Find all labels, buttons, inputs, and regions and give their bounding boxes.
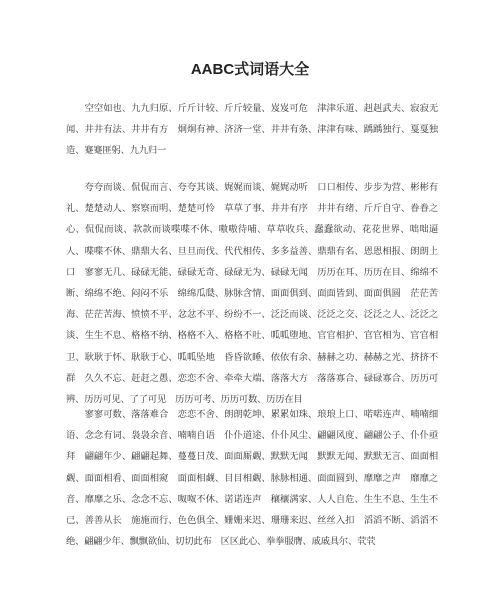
paragraph-3: 寥寥可数、落落难合 恋恋不舍、朗朗乾坤、累累如珠、琅琅上口、喏喏连声、喃喃细语、念念有词、袅袅余音、喃喃自语 仆仆道途、仆仆风尘、翩翩风度、翩翩公子、仆仆亟拜 翩翩年少、翩翩起舞、蔓蔓日茂、面面厮觑、默默无闻 默默无闻、默默无言、面面相觑、面面相看、面面相窥 面面相觑、目目相觑、脉脉相通、面面圆到、靡靡之声 靡靡之音、靡靡之乐、念念不忘、呶呶不休、诺诺连声 穰穰满家、人人自危、生生不息、生生不已、善善从长 施施而行、色色俱全、姗姗来迟、珊珊来迟、丝丝入扣 滔滔不断、滔滔不绝、翩翩少年、飘飘欲仙、切切此布 区区此心、拳拳服膺、戚戚具尔、茕茕 (66, 409, 438, 548)
paragraph-2: 夸夸而谈、侃侃而言、夸夸其谈、娓娓而谈、娓娓动听 口口相传、步步为营、彬彬有礼、楚楚动人、察察而明、楚楚可怜 草草了事、井井有序 井井有绪、斤斤自守、眷眷之心、侃侃而谈、款款而谈喋喋不休、嗷嗷待哺、草草收兵、蠢蠢欲动、花花世界、咄咄逼人、喋喋不休、鼎鼎大名、旦旦而伐、代代相传、多多益善、鼎鼎有名、恩恩相报、朗朗上口 寥寥无几、碌碌无能、碌碌无奇、碌碌无为、碌碌无闻 历历在耳、历历在目、绵绵不断、绵绵不绝、闷闷不乐 绵绵瓜瓞、脉脉含情、面面俱到、面面皆到、面面俱圆 茫茫苦海、茫茫苦海、愤愤不平、忿忿不平、纷纷不一、泛泛而谈、泛泛之交、泛泛之人、泛泛之谈、生生不息、格格不纳、格格不入、格格不吐、呱呱堕地、官官相护、官官相为、官官相卫、耿耿于怀、耿耿于心、呱呱坠地 昏昏欲睡、依依有余、赫赫之功、赫赫之光、挤挤不群 久久不忘、赶赶之愚、恋恋不舍、牵牵大端、落落大方 落落寡合、碌碌寡合、历历可辨、历历可见、了了可见 历历可考、历历可数、历历在目 (66, 182, 438, 406)
paragraph-1: 空空如也、九九归原、斤斤计较、斤斤较量、岌岌可危 津津乐道、赳赳武夫、寂寂无闻、井井有法、井井有方 炯炯有神、济济一堂、井井有条、津津有味、踽踽独行、戛戛独造、蹇蹇匪躬、九九归一 (66, 103, 438, 157)
document-title: AABC式词语大全 (190, 61, 310, 78)
